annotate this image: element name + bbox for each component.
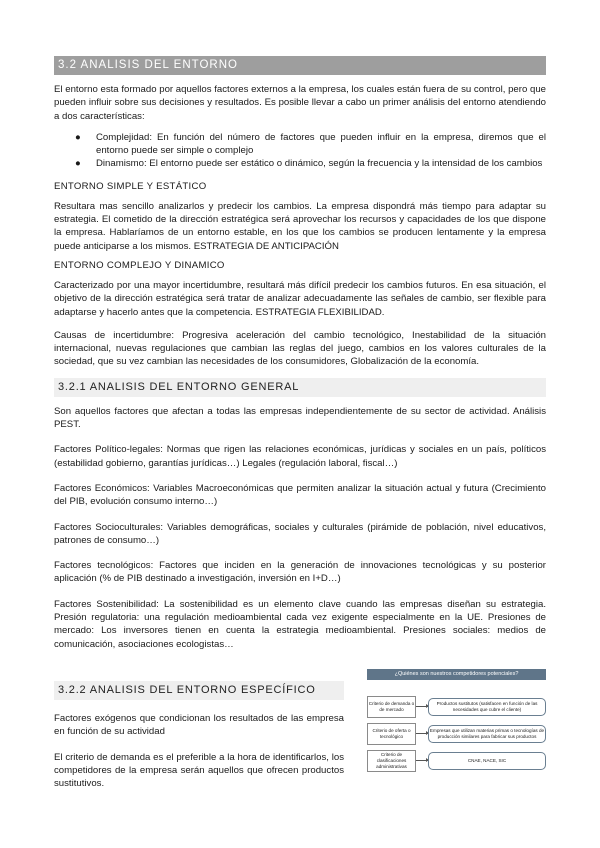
diagram-criterion-value: Productos sustitutos (satisfacen en función de las necesidades que cubre el cliente) bbox=[428, 698, 546, 716]
diagram-criterion-value: Empresas que utilizan materias primas o tecnologías de producción similares para fabricar sus productos bbox=[428, 725, 546, 743]
intro-paragraph: El entorno esta formado por aquellos factores externos a la empresa, los cuales están fuera de su control, pero que pueden influir sobre sus decisiones y resultados. Es posible llevar a cabo un primer análisis del entorno atendiendo a dos características: bbox=[54, 84, 546, 122]
list-item: ● Complejidad: En función del número de factores que pueden influir en la empresa, diremos que el entorno puede ser simple o complejo bbox=[75, 131, 546, 157]
factor-paragraph: Factores Socioculturales: Variables demográficas, sociales y culturales (pirámide de población, nivel educativos, patrones de consumo…) bbox=[54, 521, 546, 546]
specific-section bbox=[54, 681, 344, 790]
section-heading: 3.2 ANALISIS DEL ENTORNO bbox=[54, 56, 546, 75]
diagram-row bbox=[367, 696, 546, 718]
factor-paragraph: Factores Político-legales: Normas que rigen las relaciones económicas, jurídicas y sociales en un país, políticos (estabilidad gobierno, garantías jurídicas…) Legales (regulación laboral, fiscal…) bbox=[54, 444, 546, 469]
document-page bbox=[54, 56, 546, 651]
diagram-criterion-label: Criterio de clasificaciones administrativas bbox=[367, 750, 416, 772]
characteristics-list bbox=[54, 131, 546, 171]
factor-paragraph: Factores Sostenibilidad: La sostenibilidad es un elemento clave cuando las empresas diseñan su estrategia. Presión regulatoria: una regulación medioambiental cada vez exigente especialmente en la UE. Presiones de mercado: Los inversores tienen en cuenta la estrategia medioambiental. Presiones sociales: medios de comunicación, asociaciones ecologistas… bbox=[54, 598, 546, 650]
complex-paragraph: Caracterizado por una mayor incertidumbre, resultará más difícil predecir los cambios futuros. En esa situación, el objetivo de la dirección estratégica será tratar de analizar adecuadamente las señales de cambio, ser flexible para adaptarse y hacerlo antes que la competencia. ESTRATEGIA FLEXIBILIDAD. bbox=[54, 279, 546, 318]
diagram-row bbox=[367, 723, 546, 745]
arrow-icon bbox=[416, 706, 428, 707]
specific-paragraph: El criterio de demanda es el preferible a la hora de identificarlos, los competidores de la empresa serán aquellos que ofrecen productos sustitutivos. bbox=[54, 751, 344, 790]
bullet-icon: ● bbox=[75, 158, 81, 170]
general-heading: 3.2.1 ANALISIS DEL ENTORNO GENERAL bbox=[54, 378, 546, 397]
causes-paragraph: Causas de incertidumbre: Progresiva aceleración del cambio tecnológico, Inestabilidad de la situación internacional, nuevas regulaciones que cambian las reglas del juego, cambios en los valores culturales de la sociedad, que su vez cambian las necesidades de los consumidores, Globalización de la economía. bbox=[54, 329, 546, 368]
diagram-title: ¿Quiénes son nuestros competidores potenciales? bbox=[367, 669, 546, 680]
simple-paragraph: Resultara mas sencillo analizarlos y predecir los cambios. La empresa dispondrá más tiempo para adaptar su estrategia. El cometido de la dirección estratégica será aprovechar los recursos y capacidades de los que dispone la empresa. Hablaríamos de un entorno estable, en los que los cambios se producen lentamente y la empresa puede anticiparse a los mismos. ESTRATEGIA DE ANTICIPACIÓN bbox=[54, 200, 546, 252]
list-item: ● Dinamismo: El entorno puede ser estático o dinámico, según la frecuencia y la intensidad de los cambios bbox=[75, 158, 543, 170]
diagram-criterion-label: Criterio de oferta o tecnológico bbox=[367, 723, 416, 745]
arrow-icon bbox=[416, 760, 428, 761]
bullet-icon: ● bbox=[75, 131, 81, 143]
specific-heading: 3.2.2 ANALISIS DEL ENTORNO ESPECÍFICO bbox=[54, 681, 344, 700]
competitors-diagram bbox=[367, 669, 546, 772]
factor-paragraph: Factores tecnológicos: Factores que inciden en la generación de innovaciones tecnológicas y su posterior aplicación (% de PIB destinado a investigación, inversión en I+D…) bbox=[54, 560, 546, 585]
specific-paragraph: Factores exógenos que condicionan los resultados de las empresa en función de su actividad bbox=[54, 713, 344, 738]
general-intro: Son aquellos factores que afectan a todas las empresas independientemente de su sector de actividad. Análisis PEST. bbox=[54, 405, 546, 431]
diagram-row bbox=[367, 750, 546, 772]
diagram-criterion-label: Criterio de demanda o de mercado bbox=[367, 696, 416, 718]
complex-heading: ENTORNO COMPLEJO Y DINAMICO bbox=[54, 259, 225, 271]
simple-heading: ENTORNO SIMPLE Y ESTÁTICO bbox=[54, 180, 207, 192]
diagram-criterion-value: CNAE, NACE, SIC bbox=[428, 752, 546, 770]
factor-paragraph: Factores Económicos: Variables Macroeconómicas que permiten analizar la situación actual y futura (Crecimiento del PIB, evolución consumo interno…) bbox=[54, 482, 546, 508]
arrow-icon bbox=[416, 733, 428, 734]
